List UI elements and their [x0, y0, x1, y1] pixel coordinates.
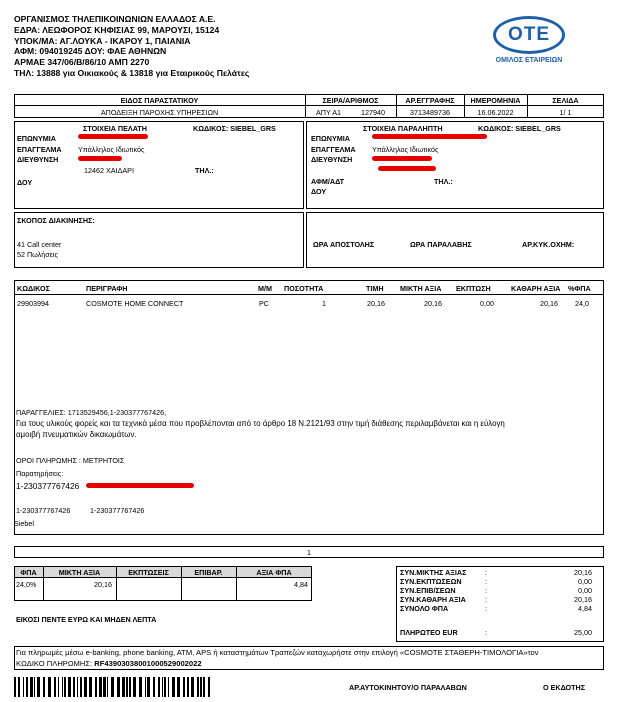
payment-code-label: ΚΩΔΙΚΟ ΠΛΗΡΩΜΗΣ: — [16, 659, 93, 668]
totals-list — [400, 568, 600, 613]
total-value: 4,84 — [578, 604, 592, 613]
total-row: ΣΥΝΟΛΟ ΦΠΑ : 4,84 — [400, 604, 592, 613]
total-value: 20,16 — [574, 568, 592, 577]
series-value: ΑΠΥ Α1 — [316, 108, 342, 117]
col-price: ΤΙΜΗ — [366, 284, 384, 293]
doc-type-value: ΑΠΟΔΕΙΞΗ ΠΑΡΟΧΗΣ ΥΠΗΡΕΣΙΩΝ — [100, 108, 219, 117]
company-name: ΟΡΓΑΝΙΣΜΟΣ ΤΗΛΕΠΙΚΟΙΝΩΝΙΩΝ ΕΛΛΑΔΟΣ Α.Ε. — [14, 14, 216, 24]
recipient-code: ΚΩΔΙΚΟΣ: SIEBEL_GRS — [478, 124, 561, 133]
purpose-label: ΣΚΟΠΟΣ ΔΙΑΚΙΝΗΣΗΣ: — [17, 216, 95, 225]
barcode-icon — [14, 677, 214, 697]
payment-code: RF43903038001000529002022 — [94, 659, 202, 668]
dispatch-time-label: ΩΡΑ ΑΠΟΣΤΟΛΗΣ — [313, 240, 375, 249]
total-row: ΣΥΝ.ΕΠΙΒ/ΣΕΩΝ : 0,00 — [400, 586, 592, 595]
page-label: ΣΕΛΙΔΑ — [552, 96, 579, 105]
company-address: ΕΔΡΑ: ΛΕΩΦΟΡΟΣ ΚΗΦΙΣΙΑΣ 99, ΜΑΡΟΥΣΙ, 15124 — [14, 24, 220, 35]
company-header — [14, 14, 249, 79]
row-unit: PC — [259, 299, 269, 308]
company-phone: ΤΗΛ: 13888 για Οικιακούς & 13818 για Εταιρικούς Πελάτες — [14, 67, 250, 78]
receiver-vehicle-label: ΑΡ.ΑΥΤΟΚΙΝΗΤΟΥ/Ο ΠΑΡΑΛΑΒΩΝ — [349, 683, 467, 692]
vat-col-surcharge: ΕΠΙΒΑΡ. — [194, 568, 223, 577]
orders-line: ΠΑΡΑΓΓΕΛΙΕΣ: 1713529456,1-230377767426, — [16, 408, 167, 417]
col-vat: %ΦΠΑ — [568, 284, 591, 293]
col-net: ΚΑΘΑΡΗ ΑΞΙΑ — [511, 284, 561, 293]
total-value: 0,00 — [578, 577, 592, 586]
redacted-recipient-name — [372, 134, 487, 139]
row-price: 20,16 — [367, 299, 385, 308]
company-armae: ΑΡΜΑΕ 347/06/Β/86/10 ΑΜΠ 2270 — [14, 57, 150, 68]
reg-label: ΑΡ.ΕΓΓΡΑΦΗΣ — [405, 96, 455, 105]
customer-postal: 12462 ΧΑΙΔΑΡΙ — [84, 166, 134, 175]
total-label: ΣΥΝ.ΜΙΚΤΗΣ ΑΞΙΑΣ — [400, 568, 467, 577]
payment-info-line: Για πληρωμές μέσω e-banking, phone banking, ATM, APS ή καταστημάτων Τραπεζών καταχωρήστε στην επιλογή «COSMOTE ΣΤΑΘΕΡΗ-ΤΙΜΟΛΟΓΙΑ»τον — [16, 648, 539, 657]
redacted-remark — [86, 483, 194, 488]
logo-subtitle: ΟΜΙΛΟΣ ΕΤΑΙΡΕΙΩΝ — [495, 57, 563, 64]
recipient-name-label: ΕΠΩΝΥΜΙΑ — [311, 134, 350, 143]
redacted-recipient-address — [372, 156, 432, 161]
siebel-label: Siebel — [14, 519, 34, 528]
amount-in-words: ΕΙΚΟΣΙ ΠΕΝΤΕ ΕΥΡΩ ΚΑΙ ΜΗΔΕΝ ΛΕΠΤΑ — [16, 615, 157, 624]
customer-box — [14, 121, 304, 209]
doc-type-label: ΕΙΔΟΣ ΠΑΡΑΣΤΑΤΙΚΟΥ — [120, 96, 199, 105]
col-unit: Μ/Μ — [258, 284, 272, 293]
customer-name-label: ΕΠΩΝΥΜΙΑ — [17, 134, 56, 143]
vat-col-amount: ΑΞΙΑ ΦΠΑ — [256, 568, 292, 577]
issuer-label: Ο ΕΚΔΟΤΗΣ — [543, 683, 586, 692]
row-quantity: 1 — [322, 299, 326, 308]
customer-code: ΚΩΔΙΚΟΣ: SIEBEL_GRS — [193, 124, 276, 133]
customer-address-label: ΔΙΕΥΘΥΝΣΗ — [17, 155, 59, 164]
row-code: 29903994 — [17, 299, 49, 308]
row-gross: 20,16 — [424, 299, 442, 308]
reference-2: 1-230377767426 — [90, 506, 145, 515]
recipient-title: ΣΤΟΙΧΕΙΑ ΠΑΡΑΛΗΠΤΗ — [363, 124, 443, 133]
remarks-label: Παρατηρήσεις: — [16, 469, 64, 478]
purpose-line2: 52 Πωλήσεις — [17, 250, 58, 259]
ote-logo-icon — [493, 16, 565, 54]
col-discount: ΕΚΠΤΩΣΗ — [456, 284, 491, 293]
recipient-doy-label: ΔΟΥ — [311, 187, 327, 196]
customer-tel-label: ΤΗΛ.: — [195, 166, 214, 175]
col-code: ΚΩΔΙΚΟΣ — [17, 284, 50, 293]
company-branch: ΥΠΟΚ/ΜΑ: ΑΓ.ΛΟΥΚΑ - ΙΚΑΡΟΥ 1, ΠΑΙΑΝΙΑ — [14, 35, 191, 46]
row-net: 20,16 — [540, 299, 558, 308]
payable-label: ΠΛΗΡΩΤΕΟ EUR — [400, 628, 458, 637]
company-afm: ΑΦΜ: 094019245 ΔΟΥ: ΦΑΕ ΑΘΗΝΩΝ — [14, 46, 167, 57]
redacted-recipient-postal — [378, 166, 436, 171]
payment-code-line — [16, 659, 202, 668]
col-quantity: ΠΟΣΟΤΗΤΑ — [284, 284, 324, 293]
receipt-time-label: ΩΡΑ ΠΑΡΑΛΑΒΗΣ — [410, 240, 472, 249]
total-row: ΣΥΝ.ΚΑΘΑΡΗ ΑΞΙΑ : 20,16 — [400, 595, 592, 604]
recipient-job-label: ΕΠΑΓΓΕΛΜΑ — [311, 145, 356, 154]
col-gross: ΜΙΚΤΗ ΑΞΙΑ — [400, 284, 442, 293]
page-value: 1/ 1 — [559, 108, 572, 117]
recipient-afm-label: ΑΦΜ/ΑΔΤ — [311, 177, 345, 186]
vat-col-gross: ΜΙΚΤΗ ΑΞΙΑ — [58, 568, 101, 577]
customer-job-label: ΕΠΑΓΓΕΛΜΑ — [17, 145, 62, 154]
redacted-customer-address — [78, 156, 122, 161]
total-label: ΣΥΝΟΛΟ ΦΠΑ — [400, 604, 449, 613]
total-label: ΣΥΝ.ΕΚΠΤΩΣΕΩΝ — [400, 577, 462, 586]
copyright-note-2: αμοιβή πνευματικών δικαιωμάτων. — [16, 430, 137, 439]
payment-terms: ΟΡΟΙ ΠΛΗΡΩΜΗΣ : ΜΕΤΡΗΤΟΙΣ — [16, 456, 125, 465]
vat-rate: 24,0% — [16, 580, 37, 589]
total-label: ΣΥΝ.ΚΑΘΑΡΗ ΑΞΙΑ — [400, 595, 466, 604]
vat-col-rate: ΦΠΑ — [20, 568, 37, 577]
reference-1: 1-230377767426 — [16, 506, 71, 515]
row-vat: 24,0 — [575, 299, 589, 308]
page-counter: 1 — [307, 548, 311, 557]
series-label: ΣΕΙΡΑ/ΑΡΙΘΜΟΣ — [322, 96, 379, 105]
vat-col-discount: ΕΚΠΤΩΣΕΙΣ — [128, 568, 169, 577]
payable-value: 25,00 — [574, 628, 592, 637]
date-value: 16.06.2022 — [477, 108, 514, 117]
number-value: 127940 — [361, 108, 385, 117]
total-row: ΣΥΝ.ΜΙΚΤΗΣ ΑΞΙΑΣ : 20,16 — [400, 568, 592, 577]
purpose-line1: 41 Call center — [17, 240, 62, 249]
customer-doy-label: ΔΟΥ — [17, 178, 33, 187]
vat-gross: 20,16 — [94, 580, 112, 589]
recipient-job: Υπάλληλος Ιδιωτικός — [372, 145, 439, 154]
col-description: ΠΕΡΙΓΡΑΦΗ — [86, 284, 128, 293]
copyright-note-1: Για τους υλικούς φορείς και τα τεχνικά μέσα που προβλέπονται από το άρθρο 18 Ν.2121/93 στην τιμή διάθεσης περιλαμβάνεται και η εύλογη — [16, 419, 505, 428]
row-discount: 0,00 — [480, 299, 494, 308]
total-value: 0,00 — [578, 586, 592, 595]
total-value: 20,16 — [574, 595, 592, 604]
remark-id: 1-230377767426 — [16, 481, 80, 491]
date-label: ΗΜΕΡΟΜΗΝΙΑ — [470, 96, 521, 105]
customer-job: Υπάλληλος Ιδιωτικός — [78, 145, 145, 154]
recipient-address-label: ΔΙΕΥΘΥΝΣΗ — [311, 155, 353, 164]
row-description: COSMOTE HOME CONNECT — [86, 299, 184, 308]
recipient-tel-label: ΤΗΛ.: — [434, 177, 453, 186]
redacted-customer-name — [78, 134, 148, 139]
vehicle-label: ΑΡ.ΚΥΚ.ΟΧΗΜ: — [522, 240, 575, 249]
total-label: ΣΥΝ.ΕΠΙΒ/ΣΕΩΝ — [400, 586, 456, 595]
reg-value: 3713489736 — [410, 108, 450, 117]
total-row: ΣΥΝ.ΕΚΠΤΩΣΕΩΝ : 0,00 — [400, 577, 592, 586]
vat-amount: 4,84 — [294, 580, 308, 589]
customer-title: ΣΤΟΙΧΕΙΑ ΠΕΛΑΤΗ — [83, 124, 147, 133]
logo-text: ΟΤΕ — [507, 24, 551, 45]
